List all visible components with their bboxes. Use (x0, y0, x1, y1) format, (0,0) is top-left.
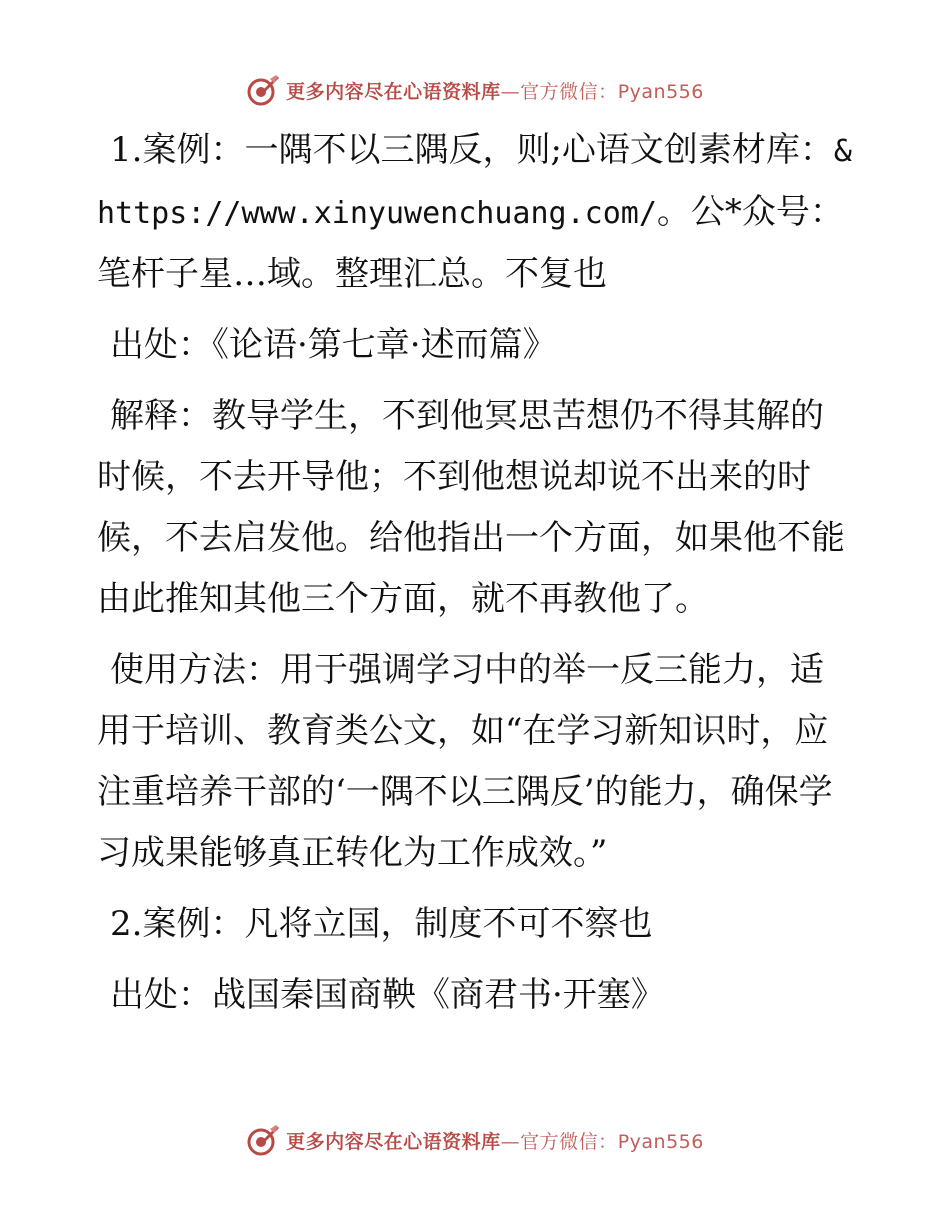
banner-text (286, 1127, 704, 1154)
banner-wechat-id: Pyan556 (617, 80, 704, 103)
banner-wechat-label: 官方微信： (520, 1130, 618, 1153)
paragraph-usage-1: 使用方法：用于强调学习中的举一反三能力，适用于培训、教育类公文，如“在学习新知识时，应注重培养干部的‘一隅不以三隅反’的能力，确保学习成果能够真正转化为工作成效。” (97, 650, 833, 873)
paragraph-case-2: 2.案例：凡将立国，制度不可不察也 (110, 904, 653, 944)
paragraph-source-2: 出处：战国秦国商鞅《商君书·开塞》 (110, 975, 665, 1015)
quill-seal-icon (246, 73, 280, 107)
case-1-url: &https://www.xinyuwenchuang.com/ (97, 134, 852, 231)
banner-main: 更多内容尽在心语资料库 (286, 80, 501, 103)
quill-seal-icon (246, 1123, 280, 1157)
case-1-prefix: 1.案例：一隅不以三隅反，则;心语文创素材库： (110, 130, 834, 170)
footer-banner (0, 1120, 950, 1160)
paragraph-explanation-1: 解释：教导学生，不到他冥思苦想仍不得其解的时候，不去开导他；不到他想说却说不出来的时候，不去启发他。给他指出一个方面，如果他不能由此推知其他三个方面，就不再教他了。 (97, 396, 845, 619)
banner-separator: — (500, 1130, 521, 1153)
banner-text (286, 77, 704, 104)
paragraph-source-1: 出处：《论语·第七章·述而篇》 (110, 325, 557, 365)
banner-wechat-label: 官方微信： (520, 80, 618, 103)
banner-main: 更多内容尽在心语资料库 (286, 1130, 501, 1153)
document-body (97, 120, 857, 1036)
case-1-suffix: 。公*众号：笔杆子星…域。整理汇总。不复也 (97, 192, 844, 294)
paragraph-case-1 (97, 120, 857, 305)
banner-separator: — (500, 80, 521, 103)
banner-wechat-id: Pyan556 (617, 1130, 704, 1153)
header-banner (0, 70, 950, 110)
